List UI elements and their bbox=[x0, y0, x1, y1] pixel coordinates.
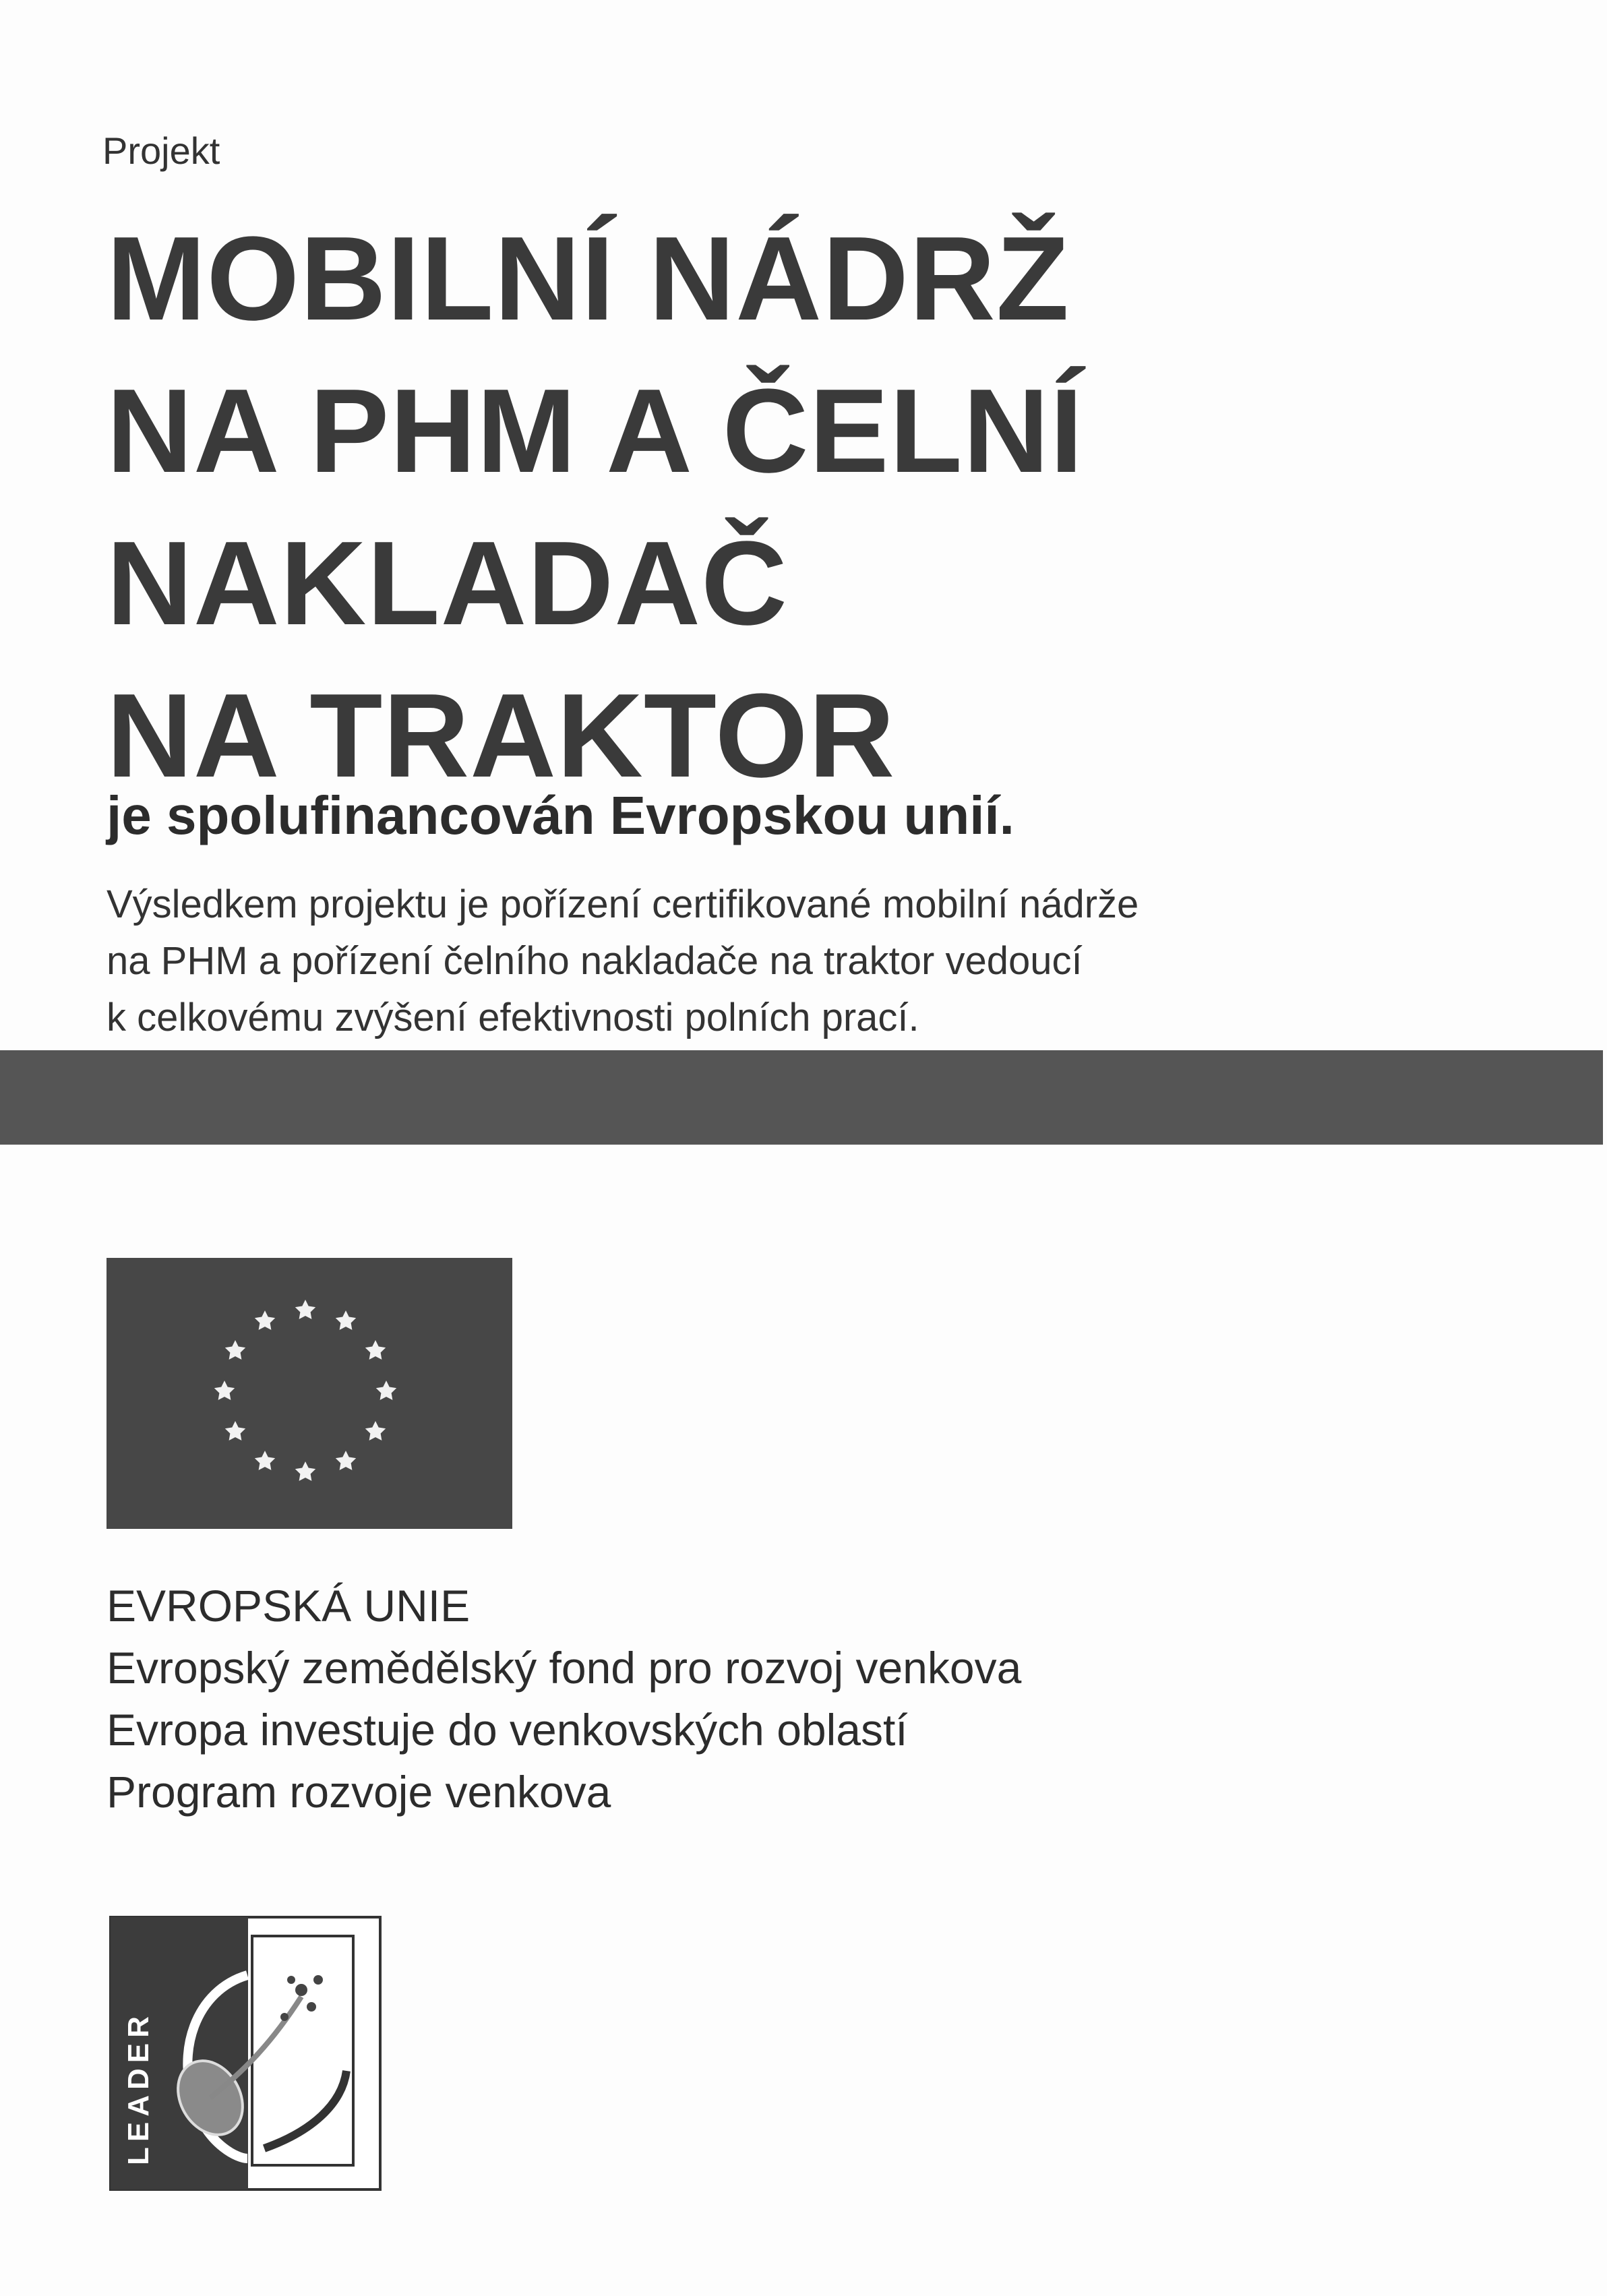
title-line-3: NAKLADAČ bbox=[107, 516, 788, 650]
cofinancing-statement: je spolufinancován Evropskou unií. bbox=[107, 785, 1014, 845]
eu-line-2: Evropský zemědělský fond pro rozvoj venkova bbox=[107, 1643, 1022, 1693]
title-line-4: NA TRAKTOR bbox=[107, 669, 896, 802]
eu-funding-text bbox=[107, 1575, 1021, 1823]
description-line-3: k celkovému zvýšení efektivnosti polních prací. bbox=[107, 996, 919, 1039]
project-description bbox=[107, 876, 1139, 1046]
leader-lettering: LEADER bbox=[122, 2011, 155, 2165]
project-label: Projekt bbox=[102, 129, 220, 172]
divider-bar bbox=[0, 1050, 1603, 1145]
project-title bbox=[107, 202, 1084, 812]
description-line-1: Výsledkem projektu je pořízení certifikované mobilní nádrže bbox=[107, 882, 1139, 926]
eu-flag-icon bbox=[107, 1258, 512, 1529]
description-line-2: na PHM a pořízení čelního nakladače na traktor vedoucí bbox=[107, 939, 1083, 983]
eu-line-3: Evropa investuje do venkovských oblastí bbox=[107, 1705, 908, 1755]
leader-logo-icon bbox=[109, 1916, 382, 2191]
eu-line-1: EVROPSKÁ UNIE bbox=[107, 1581, 471, 1631]
eu-line-4: Program rozvoje venkova bbox=[107, 1767, 611, 1817]
title-line-2: NA PHM A ČELNÍ bbox=[107, 364, 1084, 497]
title-line-1: MOBILNÍ NÁDRŽ bbox=[107, 212, 1070, 345]
